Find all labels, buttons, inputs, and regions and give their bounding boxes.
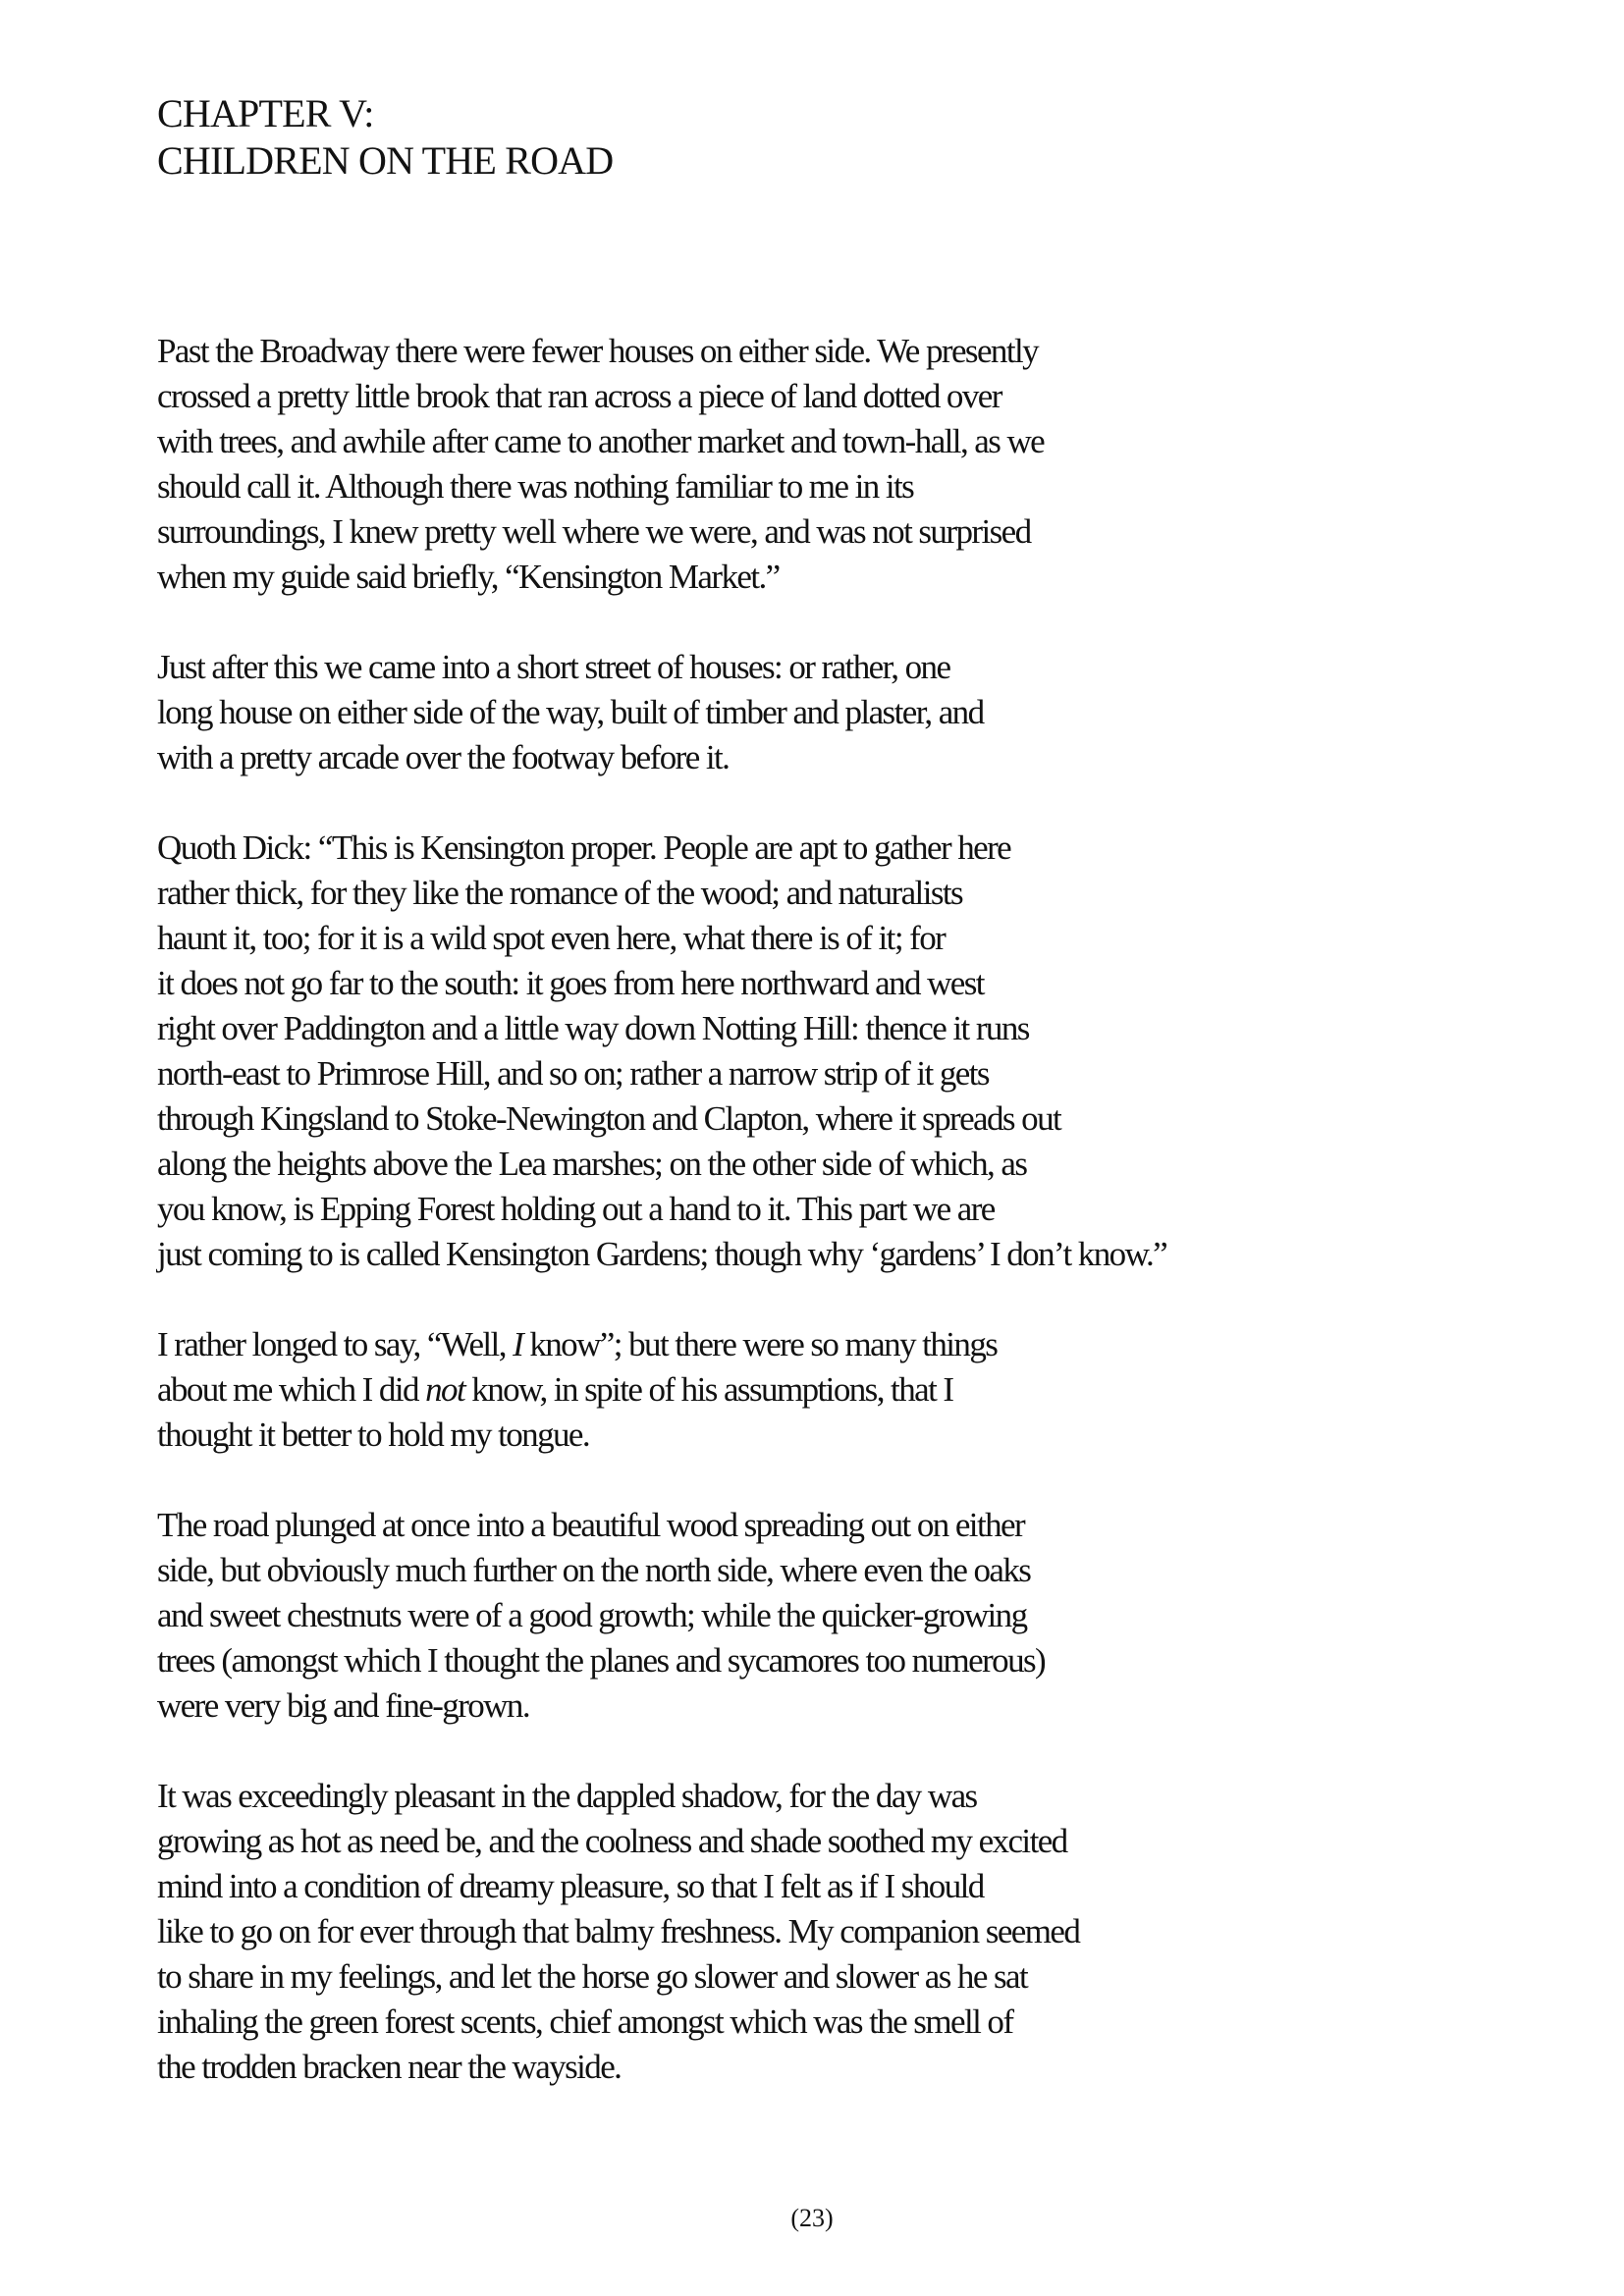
text-segment: with trees, and awhile after came to another market and town-hall, as we xyxy=(157,422,1045,460)
text-line xyxy=(157,826,1463,871)
chapter-heading xyxy=(157,90,1624,185)
text-segment: It was exceedingly pleasant in the dappled shadow, for the day was xyxy=(157,1777,977,1815)
paragraph xyxy=(157,1503,1463,1729)
text-line xyxy=(157,1142,1463,1187)
text-segment: crossed a pretty little brook that ran across a piece of land dotted over xyxy=(157,377,1001,415)
italic-text-segment: I xyxy=(513,1325,523,1363)
text-segment: just coming to is called Kensington Gardens; though why ‘gardens’ I don’t know.” xyxy=(157,1235,1167,1273)
text-segment: thought it better to hold my tongue. xyxy=(157,1415,590,1454)
text-segment: the trodden bracken near the wayside. xyxy=(157,2048,622,2086)
page-number: (23) xyxy=(790,2204,834,2232)
text-line xyxy=(157,1006,1463,1051)
text-line xyxy=(157,555,1463,600)
text-line xyxy=(157,1187,1463,1232)
text-line xyxy=(157,509,1463,555)
text-line xyxy=(157,1367,1463,1413)
text-line xyxy=(157,1413,1463,1458)
text-segment: when my guide said briefly, “Kensington Market.” xyxy=(157,558,780,596)
text-line xyxy=(157,871,1463,916)
text-line xyxy=(157,1096,1463,1142)
chapter-body-text xyxy=(157,329,1463,2090)
text-segment: inhaling the green forest scents, chief amongst which was the smell of xyxy=(157,2002,1013,2041)
text-line xyxy=(157,1774,1463,1819)
italic-text-segment: not xyxy=(425,1370,465,1409)
text-segment: I rather longed to say, “Well, xyxy=(157,1325,514,1363)
text-segment: The road plunged at once into a beautiful wood spreading out on either xyxy=(157,1506,1025,1544)
text-segment: about me which I did xyxy=(157,1370,426,1409)
text-line xyxy=(157,1954,1463,2000)
text-segment: haunt it, too; for it is a wild spot even here, what there is of it; for xyxy=(157,919,946,957)
text-segment: trees (amongst which I thought the planes and sycamores too numerous) xyxy=(157,1641,1046,1680)
paragraph xyxy=(157,1322,1463,1458)
text-line xyxy=(157,2000,1463,2045)
text-segment: should call it. Although there was nothing familiar to me in its xyxy=(157,467,914,506)
text-line xyxy=(157,419,1463,464)
text-line xyxy=(157,961,1463,1006)
text-segment: through Kingsland to Stoke-Newington and Clapton, where it spreads out xyxy=(157,1099,1061,1138)
text-segment: were very big and fine-grown. xyxy=(157,1686,530,1725)
text-segment: side, but obviously much further on the north side, where even the oaks xyxy=(157,1551,1031,1589)
text-segment: Just after this we came into a short street of houses: or rather, one xyxy=(157,648,950,686)
text-segment: and sweet chestnuts were of a good growth; while the quicker-growing xyxy=(157,1596,1027,1634)
paragraph xyxy=(157,329,1463,600)
text-line xyxy=(157,1051,1463,1096)
text-segment: to share in my feelings, and let the horse go slower and slower as he sat xyxy=(157,1957,1028,1996)
text-line xyxy=(157,1593,1463,1638)
text-line xyxy=(157,1638,1463,1683)
text-line xyxy=(157,1683,1463,1729)
text-segment: Past the Broadway there were fewer houses on either side. We presently xyxy=(157,332,1039,370)
text-segment: mind into a condition of dreamy pleasure, so that I felt as if I should xyxy=(157,1867,984,1905)
text-line xyxy=(157,2045,1463,2090)
text-line xyxy=(157,645,1463,690)
text-line xyxy=(157,1909,1463,1954)
text-line xyxy=(157,1864,1463,1909)
text-line xyxy=(157,1548,1463,1593)
text-line xyxy=(157,374,1463,419)
text-segment: north-east to Primrose Hill, and so on; rather a narrow strip of it gets xyxy=(157,1054,989,1093)
text-line xyxy=(157,1819,1463,1864)
paragraph xyxy=(157,645,1463,780)
paragraph xyxy=(157,1774,1463,2090)
text-segment: Quoth Dick: “This is Kensington proper. People are apt to gather here xyxy=(157,828,1011,867)
text-segment: along the heights above the Lea marshes; on the other side of which, as xyxy=(157,1145,1027,1183)
text-segment: like to go on for ever through that balmy freshness. My companion seemed xyxy=(157,1912,1080,1950)
text-segment: rather thick, for they like the romance of the wood; and naturalists xyxy=(157,874,963,912)
text-segment: growing as hot as need be, and the coolness and shade soothed my excited xyxy=(157,1822,1067,1860)
text-segment: surroundings, I knew pretty well where we were, and was not surprised xyxy=(157,512,1031,551)
text-line xyxy=(157,735,1463,780)
text-line xyxy=(157,464,1463,509)
text-segment: long house on either side of the way, built of timber and plaster, and xyxy=(157,693,984,731)
text-line xyxy=(157,1503,1463,1548)
text-segment: with a pretty arcade over the footway before it. xyxy=(157,738,730,776)
text-line xyxy=(157,329,1463,374)
text-segment: it does not go far to the south: it goes from here northward and west xyxy=(157,964,984,1002)
text-line xyxy=(157,1232,1463,1277)
text-segment: know”; but there were so many things xyxy=(522,1325,998,1363)
text-segment: right over Paddington and a little way down Notting Hill: thence it runs xyxy=(157,1009,1029,1047)
paragraph xyxy=(157,826,1463,1277)
chapter-title: CHILDREN ON THE ROAD xyxy=(157,138,614,183)
chapter-number: CHAPTER V: xyxy=(157,91,374,135)
text-line xyxy=(157,916,1463,961)
text-segment: you know, is Epping Forest holding out a hand to it. This part we are xyxy=(157,1190,995,1228)
text-line xyxy=(157,1322,1463,1367)
text-segment: know, in spite of his assumptions, that I xyxy=(464,1370,953,1409)
text-line xyxy=(157,690,1463,735)
